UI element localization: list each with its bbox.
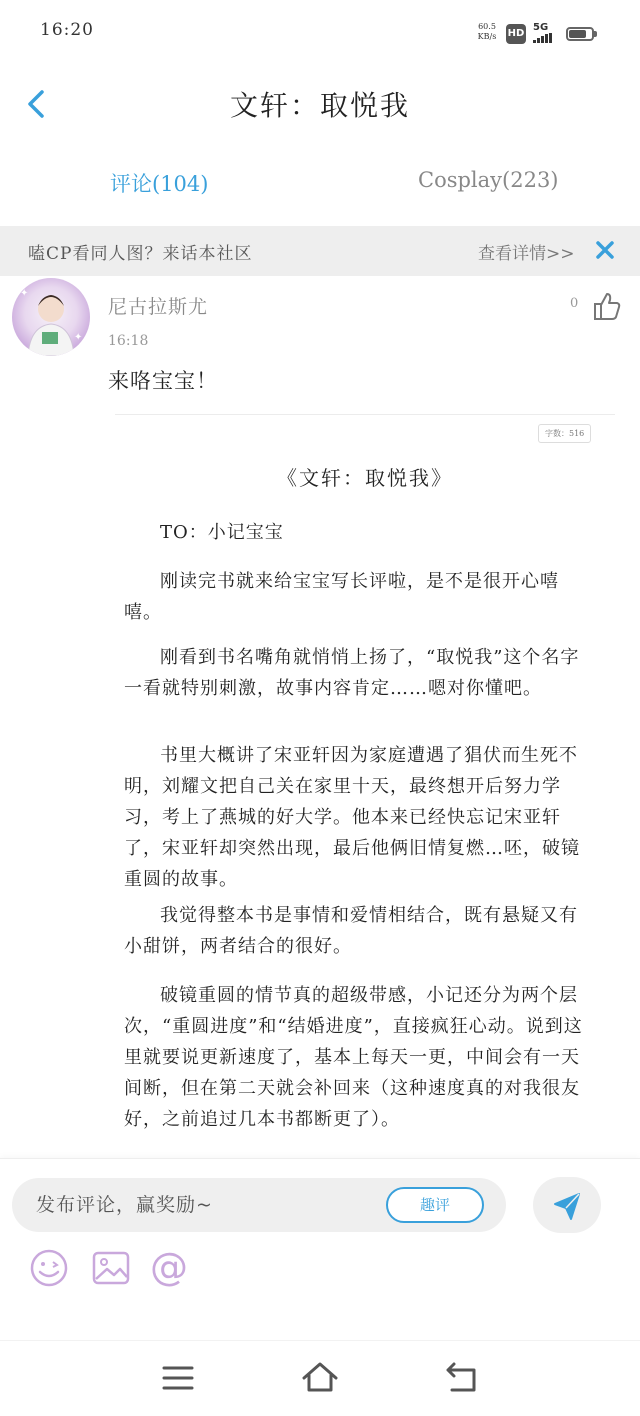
like-button[interactable] — [592, 290, 622, 322]
close-icon — [593, 238, 617, 262]
status-time: 16:20 — [40, 20, 94, 40]
comment-time: 16:18 — [108, 333, 149, 349]
essay-paragraph: 我觉得整本书是事情和爱情相结合，既有悬疑又有小甜饼，两者结合的很好。 — [124, 905, 578, 957]
image-button[interactable] — [90, 1247, 132, 1289]
send-button[interactable] — [533, 1177, 601, 1233]
svg-text:✦: ✦ — [20, 288, 29, 299]
tab-comments[interactable]: 评论(104) — [110, 172, 209, 196]
menu-button[interactable] — [158, 1358, 198, 1398]
back-icon — [442, 1358, 482, 1398]
battery-icon — [566, 27, 594, 41]
battery-fill — [569, 30, 586, 38]
avatar[interactable] — [12, 278, 90, 356]
at-icon — [148, 1247, 190, 1289]
banner-close-button[interactable] — [593, 238, 617, 262]
net-speed — [476, 22, 498, 42]
back-button[interactable] — [20, 84, 60, 124]
send-icon — [533, 1177, 601, 1233]
essay-title: 《文轩：取悦我》 — [277, 466, 453, 490]
image-icon — [90, 1247, 132, 1289]
home-icon — [300, 1358, 340, 1398]
net-speed-value: 60.5 — [478, 22, 496, 31]
like-count: 0 — [570, 296, 579, 311]
menu-icon — [158, 1358, 198, 1398]
signal-5g-icon — [533, 22, 553, 43]
home-button[interactable] — [300, 1358, 340, 1398]
essay-paragraph: 刚读完书就来给宝宝写长评啦，是不是很开心嘻嘻。 — [124, 571, 559, 623]
signal-bars-icon — [533, 33, 553, 43]
back-nav-button[interactable] — [442, 1358, 482, 1398]
word-count-badge: 字数：516 — [538, 424, 591, 443]
chevron-left-icon — [20, 84, 60, 124]
hd-badge: HD — [506, 24, 526, 44]
avatar-image — [12, 278, 90, 356]
banner-details-link[interactable]: 查看详情>> — [478, 244, 575, 264]
tab-cosplay[interactable]: Cosplay(223) — [418, 168, 559, 192]
page-title: 文轩：取悦我 — [229, 89, 410, 122]
comment-author[interactable]: 尼古拉斯尤 — [108, 296, 209, 318]
essay-paragraph: 书里大概讲了宋亚轩因为家庭遭遇了猖伏而生死不明，刘耀文把自己关在家里十天，最终想开后努力学习，考上了燕城的好大学。他本来已经快忘记宋亚轩了，宋亚轩却突然出现，最后他俩旧情复燃…呸，破镜重圆的故事。 — [124, 745, 580, 890]
essay-to-line: TO：小记宝宝 — [160, 522, 284, 543]
svg-text:@: @ — [150, 1247, 188, 1289]
battery-tip — [594, 31, 597, 37]
emoji-button[interactable] — [28, 1247, 70, 1289]
quick-review-button[interactable]: 趣评 — [386, 1187, 484, 1223]
essay-paragraph: 刚看到书名嘴角就悄悄上扬了，“取悦我”这个名字一看就特别刺激，故事内容肯定……嗯对你懂吧。 — [124, 647, 580, 699]
svg-text:✦: ✦ — [74, 332, 83, 343]
network-label: 5G — [533, 22, 549, 33]
mention-button[interactable] — [148, 1247, 190, 1289]
divider — [115, 414, 615, 415]
essay-paragraph: 破镜重圆的情节真的超级带感，小记还分为两个层次，“重圆进度”和“结婚进度”，直接疯狂心动。说到这里就要说更新速度了，基本上每天一更，中间会有一天间断，但在第二天就会补回来（这种速度真的对我很友好，之前追过几本书都断更了）。 — [124, 985, 583, 1130]
banner-text: 嗑CP看同人图？来话本社区 — [28, 244, 253, 264]
comment-text: 来咯宝宝！ — [108, 369, 218, 393]
net-speed-unit: KB/s — [477, 32, 497, 41]
emoji-icon — [28, 1247, 70, 1289]
thumbs-up-icon — [592, 290, 622, 322]
